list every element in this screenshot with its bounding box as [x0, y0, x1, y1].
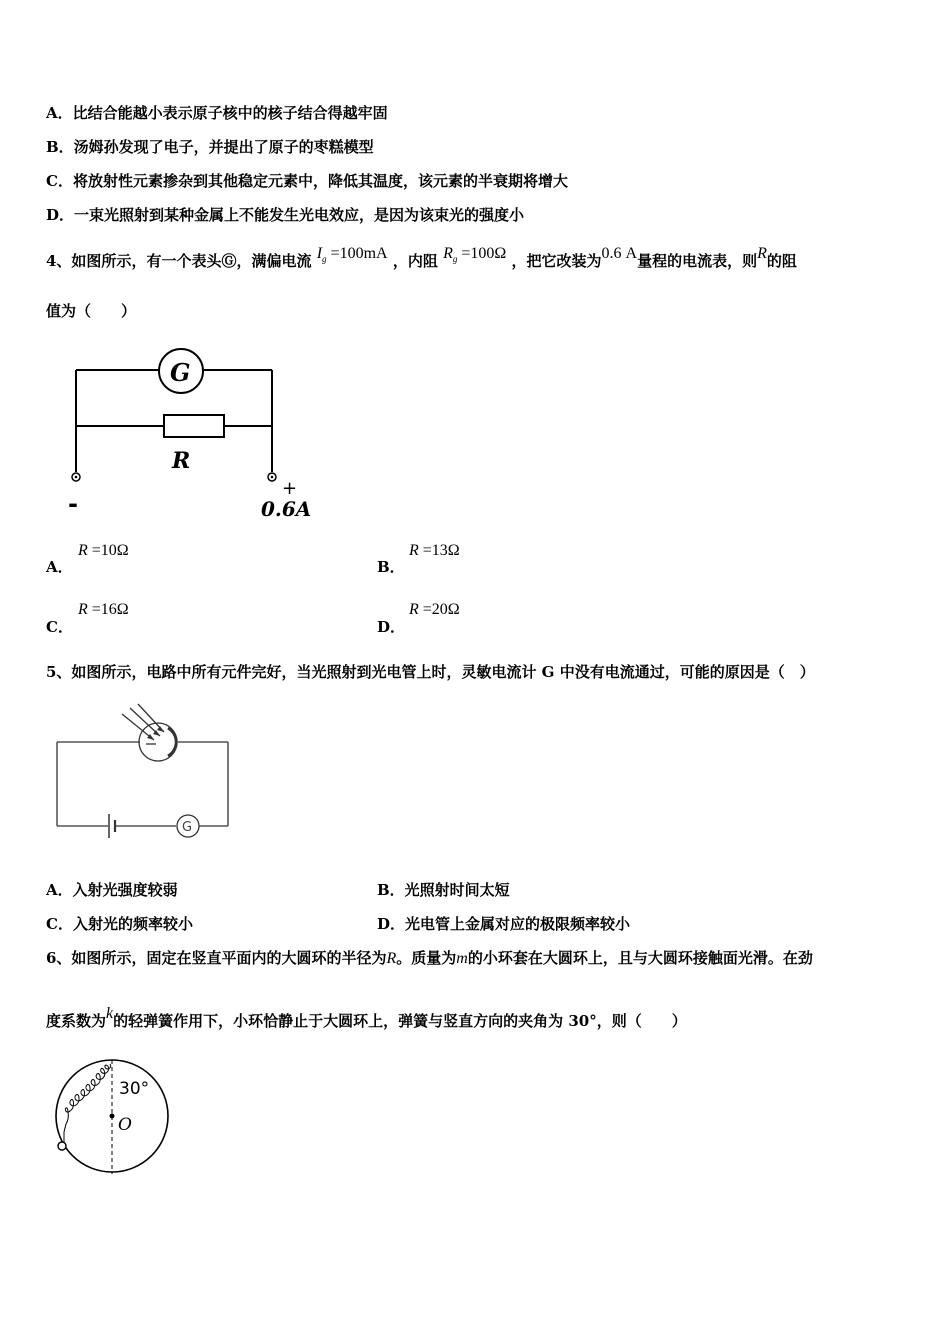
q4-stem-line2: 值为（ ）: [46, 302, 137, 320]
small-ring: [58, 1142, 66, 1150]
resistor-r: [164, 415, 224, 437]
q5-option-a: A．入射光强度较弱: [46, 881, 178, 899]
q6-ring-diagram: [50, 1058, 190, 1188]
q6-stem-line2: 度系数为k的轻弹簧作用下，小环恰静止于大圆环上，弹簧与竖直方向的夹角为 30°，则（ ）: [46, 1005, 687, 1030]
rg-formula: $R_g =100\Omega$: [443, 245, 507, 264]
q5-option-c: C．入射光的频率较小: [46, 915, 193, 933]
q5-stem: 5、如图所示，电路中所有元件完好，当光照射到光电管上时，灵敏电流计 G 中没有电流通过，可能的原因是（ ）: [46, 663, 815, 681]
q4-option-c-formula: R =16Ω: [78, 601, 129, 618]
q5-option-b: B．光照射时间太短: [377, 881, 510, 899]
q3-option-d: D．一束光照射到某种金属上不能发生光电效应，是因为该束光的强度小: [46, 206, 525, 224]
galvanometer-symbol: Ⓖ: [221, 252, 237, 270]
center-point: [110, 1114, 115, 1119]
q4-option-d-letter: D．: [377, 618, 406, 636]
plus-label: +: [282, 478, 298, 499]
q5-option-d: D．光电管上金属对应的极限频率较小: [377, 915, 631, 933]
galvanometer-label: G: [182, 820, 193, 835]
center-label: O: [118, 1115, 132, 1135]
range-value: 0.6 A: [601, 245, 638, 262]
range-label: 0.6A: [261, 497, 312, 521]
r-variable: R: [757, 245, 767, 262]
q4-circuit-diagram: [60, 340, 320, 530]
q5-circuit-diagram: [50, 700, 250, 850]
ig-formula: $I_g =100mA$: [316, 245, 388, 264]
q4-option-c-letter: C．: [46, 618, 73, 636]
q4-option-b-letter: B．: [377, 558, 405, 576]
resistor-label: R: [172, 448, 191, 474]
q4-stem-line1: 4、如图所示，有一个表头Ⓖ，满偏电流 $I_g =100mA$ ，内阻 $R_g =100\Omega$ ，把它改装为0.6 A量程的电流表，则R的阻: [46, 245, 797, 270]
q3-option-c: C．将放射性元素掺杂到其他稳定元素中，降低其温度，该元素的半衰期将增大: [46, 172, 568, 190]
q4-option-b-formula: R =13Ω: [409, 542, 460, 559]
q4-option-a-letter: A．: [46, 558, 73, 576]
minus-label: -: [68, 490, 78, 518]
q3-option-a: A．比结合能越小表示原子核中的核子结合得越牢固: [46, 104, 388, 122]
spring: [64, 1064, 111, 1132]
galvanometer-label: G: [170, 358, 191, 387]
q3-option-b: B．汤姆孙发现了电子，并提出了原子的枣糕模型: [46, 138, 374, 156]
q6-stem-line1: 6、如图所示，固定在竖直平面内的大圆环的半径为R。质量为m的小环套在大圆环上，且与大圆环接触面光滑。在劲: [46, 949, 813, 967]
angle-label: 30°: [119, 1079, 150, 1099]
q4-option-d-formula: R =20Ω: [409, 601, 460, 618]
radius-variable: R: [386, 950, 397, 967]
arrow-head-3: [157, 726, 164, 732]
q4-option-a-formula: R =10Ω: [78, 542, 129, 559]
k-variable: k: [106, 1005, 114, 1022]
mass-variable: m: [456, 950, 468, 967]
